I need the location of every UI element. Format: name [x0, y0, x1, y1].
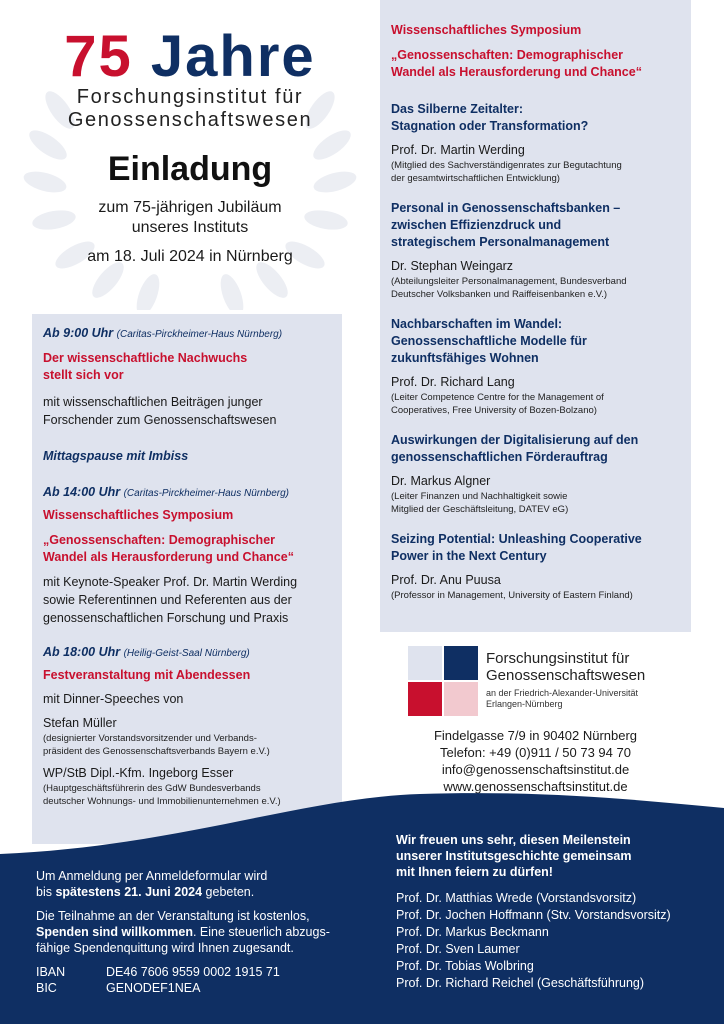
speaker-name: WP/StB Dipl.-Kfm. Ingeborg Esser	[43, 766, 234, 780]
speaker-name: Stefan Müller	[43, 716, 117, 730]
event-date: am 18. Juli 2024 in Nürnberg	[87, 248, 293, 265]
session-heading: Festveranstaltung mit Abendessen	[43, 668, 251, 682]
speaker-name: Dr. Markus Algner	[391, 474, 491, 488]
title-number: 75	[64, 24, 133, 89]
program-panel-left	[32, 314, 342, 844]
talk-item	[391, 531, 681, 602]
phone: Telefon: +49 (0)911 / 50 73 94 70	[440, 745, 631, 760]
talk-item	[391, 200, 681, 301]
institute-name: Forschungsinstitut für Genossenschaftswesen	[67, 86, 313, 131]
anniversary-subtitle: zum 75-jährigen Jubiläum unseres Instituts	[98, 199, 282, 236]
list-item: Prof. Dr. Matthias Wrede (Vorstandsvorsitz)	[396, 891, 637, 905]
registration-deadline: spätestens 21. Juni 2024	[55, 885, 203, 899]
list-item: Prof. Dr. Richard Reichel (Geschäftsführung)	[396, 976, 645, 990]
speaker-name: Prof. Dr. Martin Werding	[391, 143, 525, 157]
talk-title: Auswirkungen der Digitalisierung auf den genossenschaftlichen Förderauftrag	[391, 433, 639, 464]
talk-title: Nachbarschaften im Wandel: Genossenschaftliche Modelle für zukunftsfähiges Wohnen	[391, 317, 587, 365]
logo-mark-icon	[408, 646, 478, 716]
invitation-heading: Einladung	[107, 150, 273, 188]
registration-info: Um Anmeldung per Anmeldeformular wird bis spätestens 21. Juni 2024 gebeten. Die Teilnahme an der Veranstaltung ist kostenlos, Spenden sind willkommen. Eine steuerlich abzugs- fähige Spendenquittung wird Ihnen zugesandt. IBAN DE46 7606 9559 0002 1915 71 BIC GENODEF1NEA	[36, 868, 356, 996]
bic-row: BIC GENODEF1NEA	[36, 981, 201, 995]
talk-item	[391, 316, 681, 417]
logo-affiliation: an der Friedrich-Alexander-Universität Erlangen-Nürnberg	[486, 688, 639, 709]
speaker-name: Prof. Dr. Richard Lang	[391, 375, 515, 389]
closing-message: Wir freuen uns sehr, diesen Meilenstein unserer Institutsgeschichte gemeinsam mit Ihnen feiern zu dürfen! Prof. Dr. Matthias Wrede (Vorstandsvorsitz) Prof. Dr. Jochen Hoffmann (Stv. Vorstandsvorsitz) Prof. Dr. Markus Beckmann Prof. Dr. Sven Laumer Prof. Dr. Tobias Wolbring Prof. Dr. Richard Reichel (Geschäftsführung)	[396, 832, 716, 992]
speaker-name: Prof. Dr. Anu Puusa	[391, 573, 501, 587]
symposium-topic: „Genossenschaften: Demographischer Wandel als Herausforderung und Chance“	[391, 48, 642, 79]
list-item: Prof. Dr. Markus Beckmann	[396, 925, 549, 939]
talk-item	[391, 432, 681, 516]
time-slot: Ab 18:00 Uhr (Heilig-Geist-Saal Nürnberg)	[43, 645, 250, 659]
address: Findelgasse 7/9 in 90402 Nürnberg	[433, 728, 638, 743]
list-item: Prof. Dr. Tobias Wolbring	[396, 959, 534, 973]
speaker-role: (Leiter Competence Centre for the Management of Cooperatives, Free University of Bozen-Bolzano)	[391, 392, 604, 416]
speaker-role: (Professor in Management, University of Eastern Finland)	[391, 590, 633, 601]
speaker-role: (Mitglied des Sachverständigenrates zur Begutachtung der gesamtwirtschaftlichen Entwicklung)	[391, 160, 622, 184]
contact-info	[380, 727, 691, 795]
speaker-role: (Hauptgeschäftsführerin des GdW Bundesverbands deutscher Wohnungs- und Immobilienunternehmen e.V.)	[43, 783, 281, 807]
institute-logo	[408, 646, 708, 716]
list-item: Prof. Dr. Jochen Hoffmann (Stv. Vorstandsvorsitz)	[396, 908, 671, 922]
session-heading: Der wissenschaftliche Nachwuchs stellt sich vor	[43, 351, 248, 382]
symposium-heading: Wissenschaftliches Symposium	[391, 23, 582, 37]
speaker-role: (Leiter Finanzen und Nachhaltigkeit sowie Mitglied der Geschäftsleitung, DATEV eG)	[391, 491, 569, 515]
iban-row: IBAN DE46 7606 9559 0002 1915 71	[36, 965, 280, 979]
talk-item	[391, 101, 681, 185]
logo-name: Forschungsinstitut für Genossenschaftswesen	[486, 650, 646, 684]
session-description: mit wissenschaftlichen Beiträgen junger Forschender zum Genossenschaftswesen	[43, 395, 277, 427]
session-description: mit Keynote-Speaker Prof. Dr. Martin Werding sowie Referentinnen und Referenten aus der genossenschaftlichen Forschung und Praxis	[43, 575, 298, 625]
page-title	[0, 24, 380, 90]
time-slot: Ab 14:00 Uhr (Caritas-Pirckheimer-Haus Nürnberg)	[43, 485, 290, 499]
website-link[interactable]: www.genossenschaftsinstitut.de	[443, 779, 628, 794]
program-panel-right	[380, 0, 691, 632]
email-link[interactable]: info@genossenschaftsinstitut.de	[441, 762, 630, 777]
speaker-role: (designierter Vorstandsvorsitzender und Verbands- präsident des Genossenschaftsverbands Bayern e.V.)	[43, 733, 270, 757]
session-description: mit Dinner-Speeches von	[43, 692, 184, 706]
lunch-break: Mittagspause mit Imbiss	[43, 449, 189, 463]
talk-title: Seizing Potential: Unleashing Cooperative Power in the Next Century	[391, 532, 642, 563]
list-item: Prof. Dr. Sven Laumer	[396, 942, 520, 956]
signatories-list	[396, 890, 716, 992]
speaker-role: (Abteilungsleiter Personalmanagement, Bundesverband Deutscher Volksbanken und Raiffeisenbanken e.V.)	[391, 276, 627, 300]
session-heading: Wissenschaftliches Symposium	[43, 508, 234, 522]
symposium-topic: „Genossenschaften: Demographischer Wandel als Herausforderung und Chance“	[43, 533, 294, 564]
speaker-name: Dr. Stephan Weingarz	[391, 259, 514, 273]
talk-title: Personal in Genossenschaftsbanken – zwischen Effizienzdruck und strategischem Personalmanagement	[391, 201, 621, 249]
title-word: Jahre	[150, 24, 316, 89]
time-slot: Ab 9:00 Uhr (Caritas-Pirckheimer-Haus Nürnberg)	[43, 326, 283, 340]
talk-title: Das Silberne Zeitalter: Stagnation oder Transformation?	[391, 102, 589, 133]
